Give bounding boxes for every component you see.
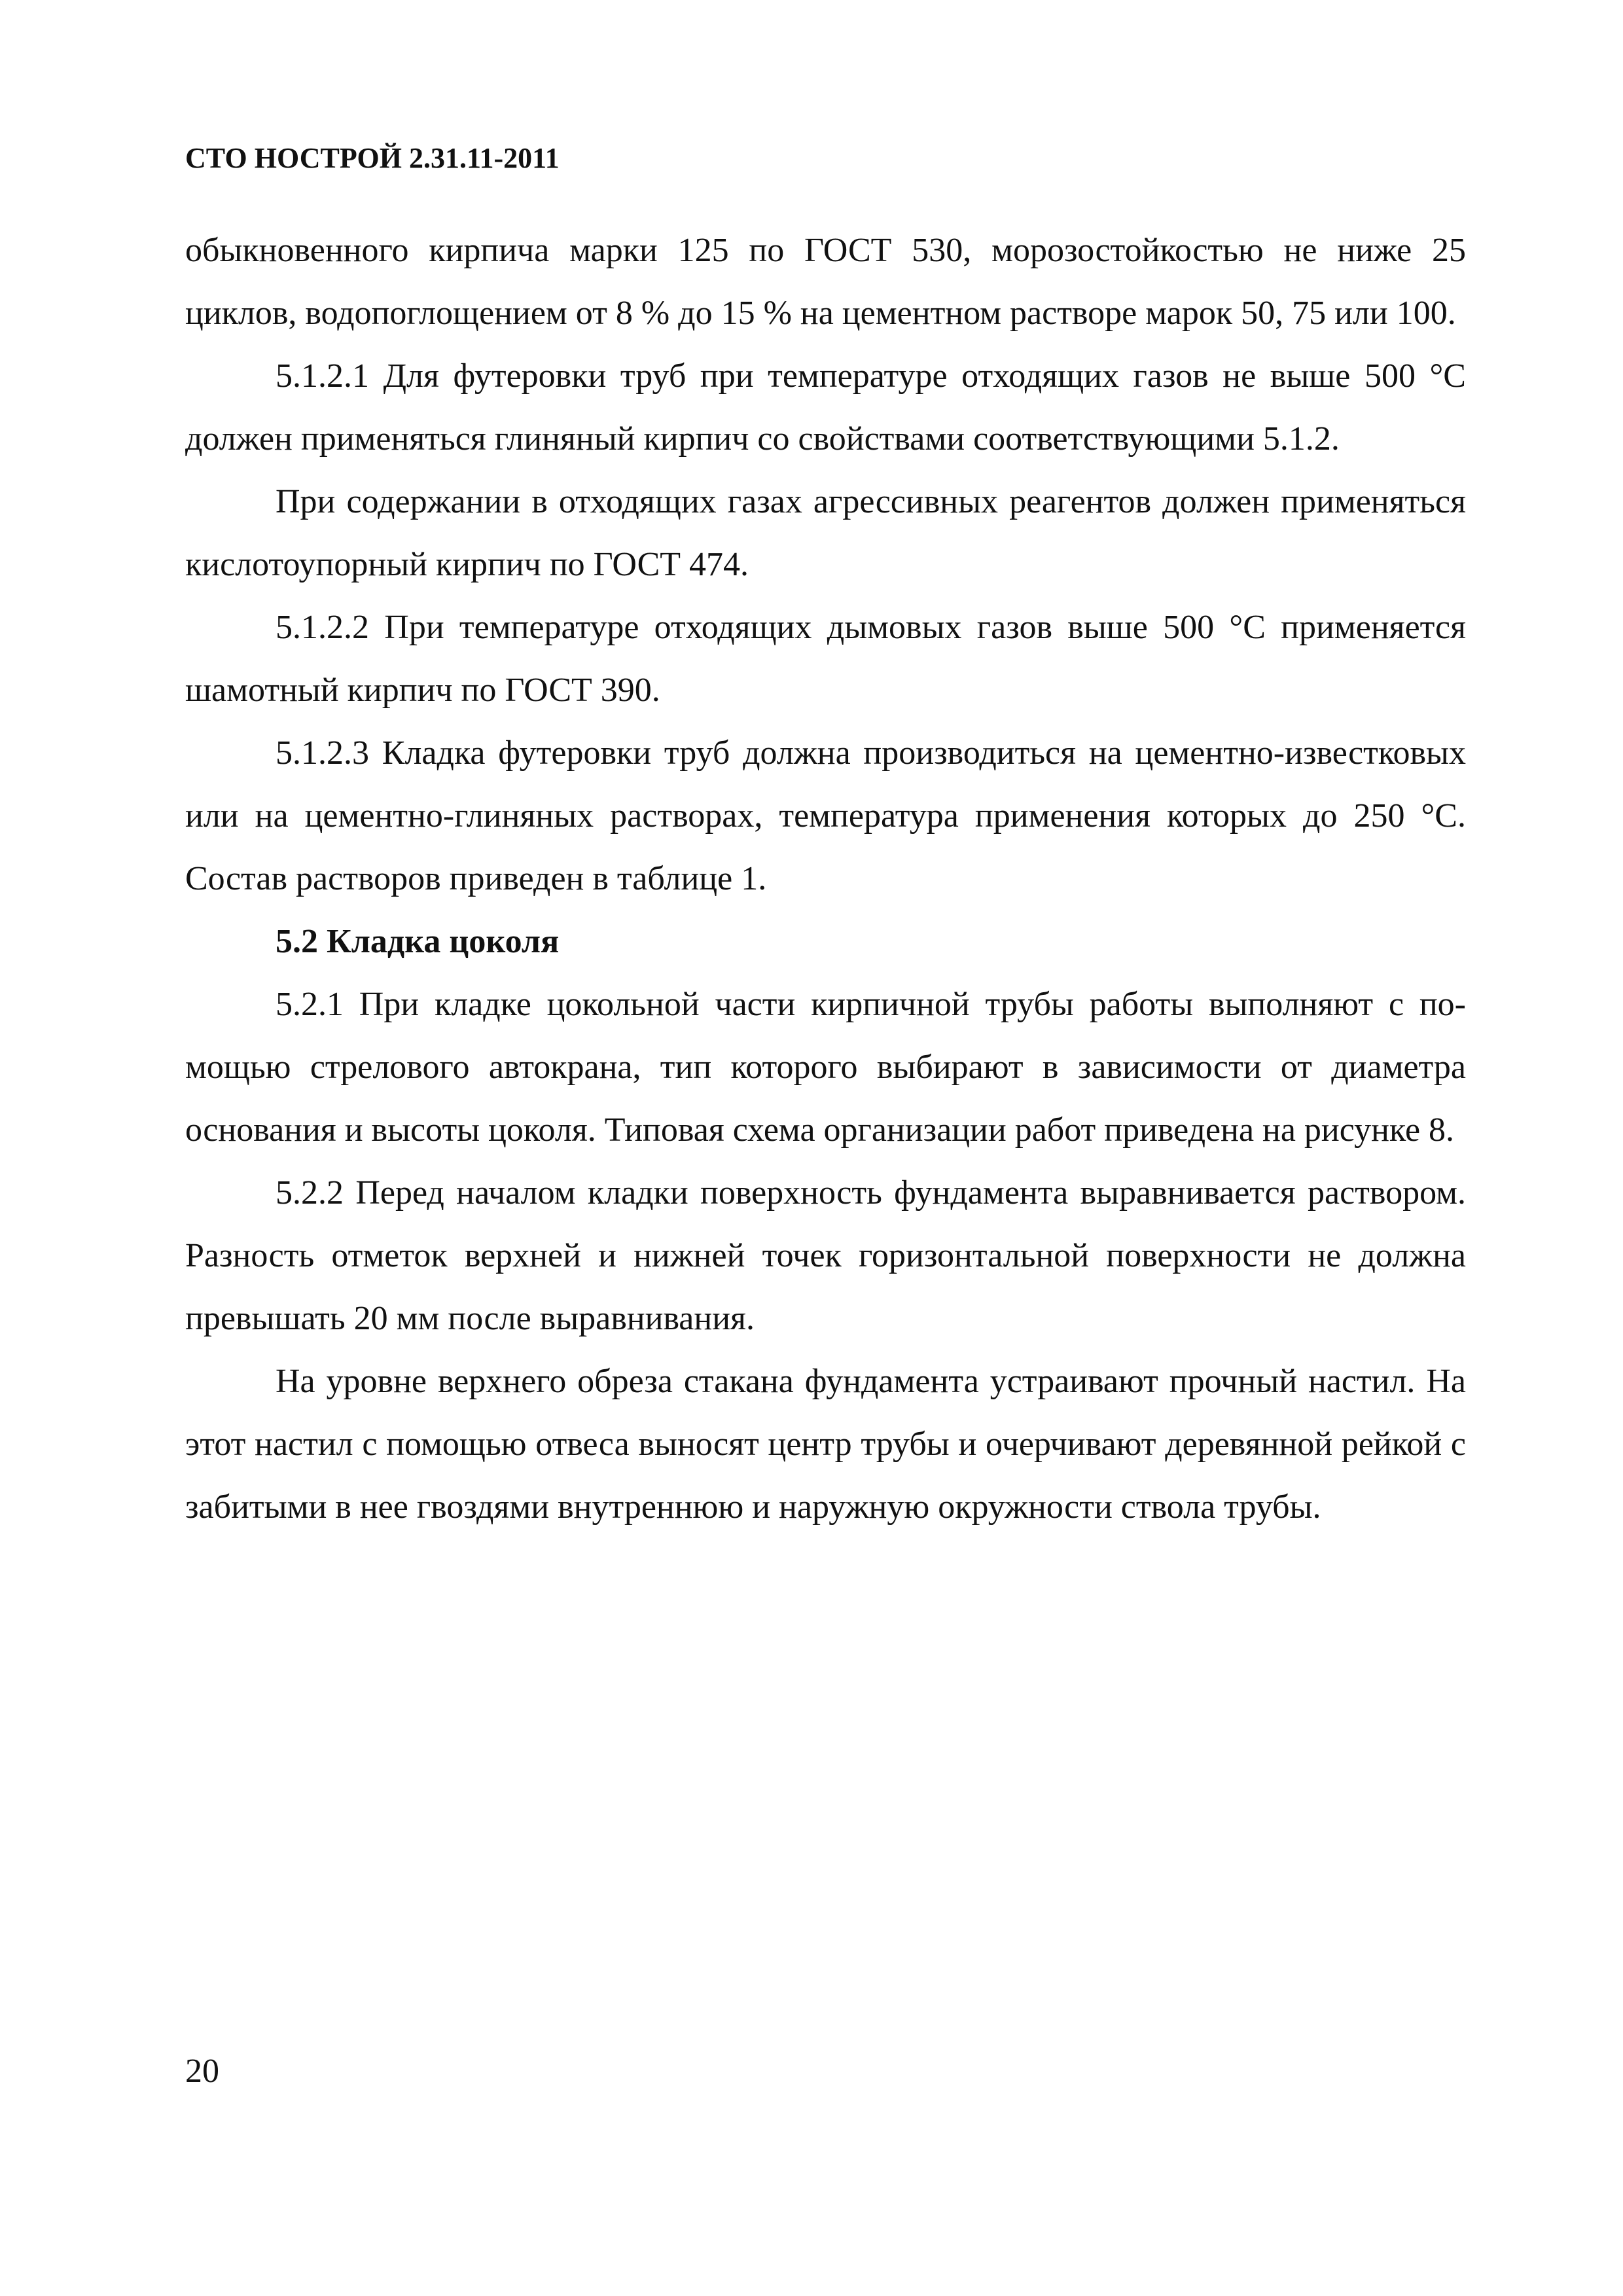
paragraph-5-2-1: 5.2.1 При кладке цокольной части кирпичной трубы работы выполняют с помощью стрелового автокрана, тип которого выбирают в зависимости от диаметра основания и высоты цоколя. Типовая схема организации работ приведена на рисунке 8.	[185, 986, 1466, 1149]
paragraph-continuation: обыкновенного кирпича марки 125 по ГОСТ 530, морозостойкостью не ниже 25 циклов, водопоглощением от 8 % до 15 % на цементном растворе марок 50, 75 или 100.	[185, 232, 1466, 332]
paragraph-platform: На уровне верхнего обреза стакана фундамента устраивают прочный настил. На этот настил с помощью отвеса выносят центр трубы и очерчивают деревянной рейкой с забитыми в нее гвоздями внутреннюю и наружную окружности ствола трубы.	[185, 1363, 1466, 1526]
paragraph-5-1-2-3: 5.1.2.3 Кладка футеровки труб должна производиться на цементно-известковых или на цементно-глиняных растворах, температура применения которых до 250 °С. Состав растворов приведен в таблице 1.	[185, 734, 1466, 897]
paragraph-5-1-2-2: 5.1.2.2 При температуре отходящих дымовых газов выше 500 °С применяется шамотный кирпич по ГОСТ 390.	[185, 609, 1466, 709]
document-header: СТО НОСТРОЙ 2.31.11-2011	[185, 142, 560, 174]
paragraph-aggressive-reagents: При содержании в отходящих газах агрессивных реагентов должен применяться кислотоупорный кирпич по ГОСТ 474.	[185, 483, 1466, 583]
document-body	[185, 219, 1466, 1539]
paragraph-5-2-2: 5.2.2 Перед началом кладки поверхность фундамента выравнивается раствором. Разность отметок верхней и нижней точек горизонтальной поверхности не должна превышать 20 мм после выравнивания.	[185, 1174, 1466, 1337]
paragraph-5-1-2-1: 5.1.2.1 Для футеровки труб при температуре отходящих газов не выше 500 °С должен применяться глиняный кирпич со свойствами соответствующими 5.1.2.	[185, 357, 1466, 457]
page-number: 20	[185, 2053, 219, 2090]
section-heading: 5.2 Кладка цоколя	[276, 923, 560, 960]
